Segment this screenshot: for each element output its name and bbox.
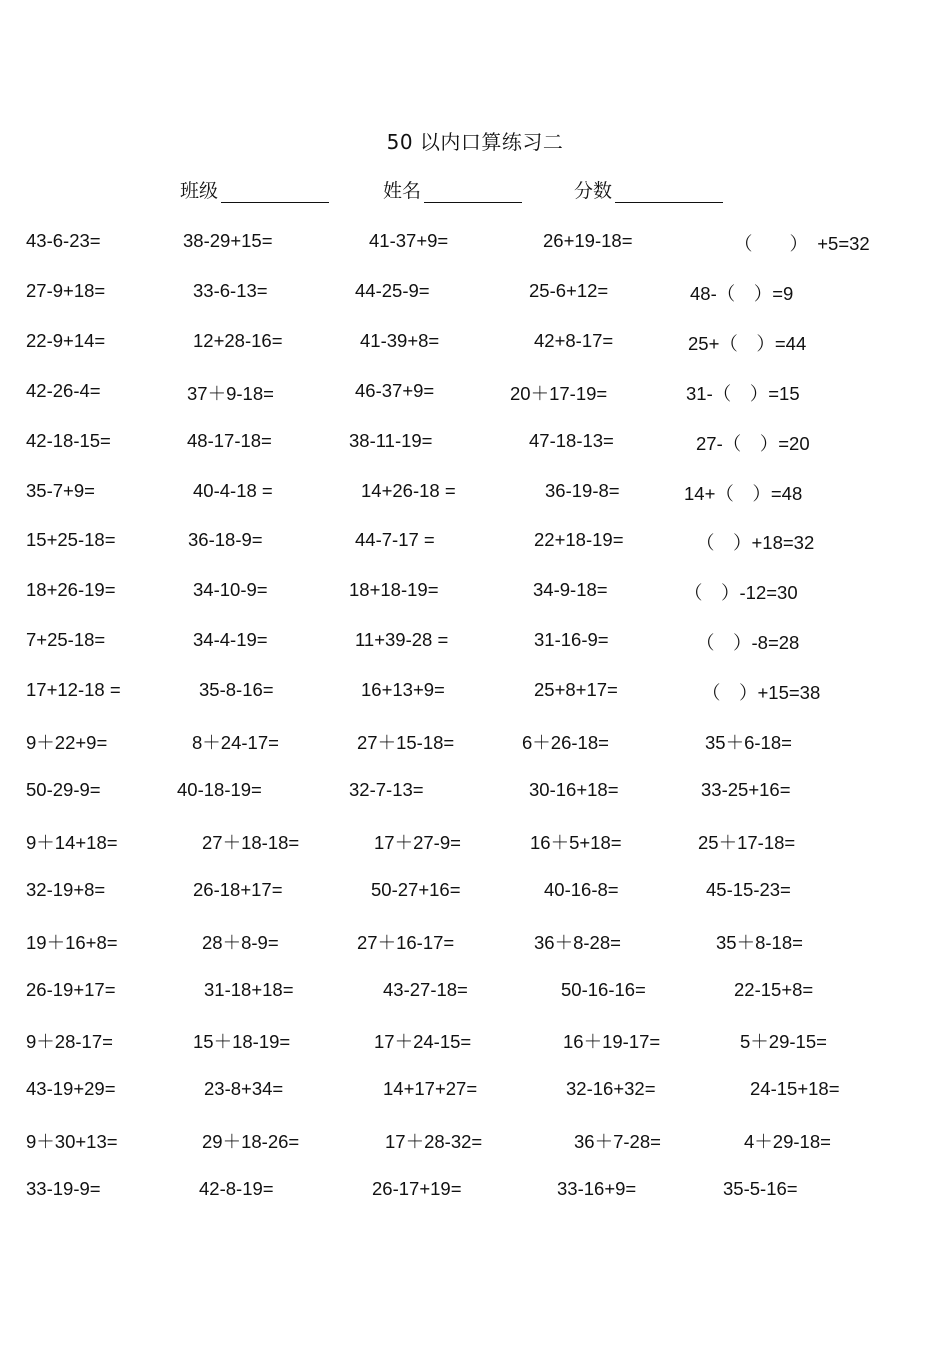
problem-item: 35＋8-18= [716,932,803,953]
worksheet-title: 50 以内口算练习二 [386,130,564,154]
problem-row [0,929,950,955]
problem-item: 42-8-19= [199,1178,274,1199]
problem-item: 48-17-18= [187,430,272,451]
problem-item: 18+18-19= [349,579,439,600]
problem-item: 18+26-19= [26,579,116,600]
problem-item: 32-19+8= [26,879,106,900]
problem-item: 25-6+12= [529,280,609,301]
problem-item: 43-6-23= [26,230,101,251]
problem-item: 15＋18-19= [193,1031,291,1052]
problem-item: 36＋8-28= [534,932,621,953]
problem-item: 16+13+9= [361,679,445,700]
problem-item: 41-39+8= [360,330,440,351]
problem-item: 27-（ ）=20 [696,433,810,454]
problem-item: （ ）+18=32 [696,532,815,553]
problem-item: 11+39-28 = [355,629,449,650]
problem-item: 31-16-9= [534,629,609,650]
problem-item: 38-29+15= [183,230,273,251]
problem-row [0,1078,950,1104]
problem-row [0,1128,950,1154]
problem-item: 45-15-23= [706,879,791,900]
problem-item: 22-9+14= [26,330,106,351]
name-blank[interactable] [424,182,522,203]
problem-item: 7+25-18= [26,629,106,650]
problem-item: （ ）-8=28 [696,632,800,653]
problem-item: （ ） +5=32 [734,233,870,254]
problem-item: 43-19+29= [26,1078,116,1099]
problem-item: 50-16-16= [561,979,646,1000]
problem-item: 27-9+18= [26,280,106,301]
problem-item: 50-27+16= [371,879,461,900]
problem-row [0,979,950,1005]
problem-item: 40-18-19= [177,779,262,800]
problem-item: 9＋22+9= [26,732,108,753]
problem-item: 25＋17-18= [698,832,796,853]
problem-item: 40-4-18 = [193,480,273,501]
problem-item: 12+28-16= [193,330,283,351]
problem-item: 27＋18-18= [202,832,300,853]
problem-item: 16＋19-17= [563,1031,661,1052]
problem-row [0,330,950,356]
problem-item: 17+12-18 = [26,679,121,700]
problem-item: 25+（ ）=44 [688,333,807,354]
problem-row [0,480,950,506]
problem-row [0,230,950,256]
problem-row [0,430,950,456]
problem-item: 30-16+18= [529,779,619,800]
problem-row [0,679,950,705]
problem-row [0,829,950,855]
problem-item: 37＋9-18= [187,383,274,404]
problem-item: 26-17+19= [372,1178,462,1199]
problem-item: 25+8+17= [534,679,618,700]
problem-item: 26-19+17= [26,979,116,1000]
problem-item: 17＋24-15= [374,1031,472,1052]
problem-item: 38-11-19= [349,430,433,451]
score-label: 分数 [574,180,613,202]
problem-item: 14+17+27= [383,1078,478,1099]
problem-row [0,529,950,555]
problem-item: 26-18+17= [193,879,283,900]
problem-item: 14+26-18 = [361,480,456,501]
problem-item: 44-7-17 = [355,529,435,550]
class-blank[interactable] [221,182,329,203]
problem-item: 34-4-19= [193,629,268,650]
problem-item: 35-8-16= [199,679,274,700]
problem-item: 36-18-9= [188,529,263,550]
problem-item: 9＋28-17= [26,1031,113,1052]
problem-row [0,1178,950,1204]
problem-item: 33-6-13= [193,280,268,301]
problem-item: 34-9-18= [533,579,608,600]
problem-item: 17＋28-32= [385,1131,483,1152]
problem-item: 32-16+32= [566,1078,656,1099]
class-field [180,176,329,203]
problem-item: 34-10-9= [193,579,268,600]
problem-row [0,579,950,605]
problem-item: 23-8+34= [204,1078,284,1099]
problem-item: 31-（ ）=15 [686,383,800,404]
problem-item: 33-16+9= [557,1178,637,1199]
name-label: 姓名 [383,180,422,202]
problem-item: 4＋29-18= [744,1131,831,1152]
problem-item: 19＋16+8= [26,932,118,953]
problem-item: 42-26-4= [26,380,101,401]
problem-item: 35-7+9= [26,480,95,501]
problem-row [0,1028,950,1054]
problem-row [0,729,950,755]
score-blank[interactable] [615,182,723,203]
problem-item: 36＋7-28= [574,1131,661,1152]
problem-item: 43-27-18= [383,979,468,1000]
problem-item: 46-37+9= [355,380,435,401]
problem-item: 5＋29-15= [740,1031,827,1052]
problem-item: 26+19-18= [543,230,633,251]
problem-item: 16＋5+18= [530,832,622,853]
problem-item: 27＋15-18= [357,732,455,753]
problem-item: 41-37+9= [369,230,449,251]
problem-item: 44-25-9= [355,280,430,301]
problem-item: 15+25-18= [26,529,116,550]
problem-item: 40-16-8= [544,879,619,900]
problem-item: 35＋6-18= [705,732,792,753]
problem-item: 9＋14+18= [26,832,118,853]
problem-row [0,629,950,655]
problem-item: 31-18+18= [204,979,294,1000]
problem-item: 33-25+16= [701,779,791,800]
problem-row [0,779,950,805]
problem-item: 50-29-9= [26,779,101,800]
problem-item: 8＋24-17= [192,732,279,753]
problem-item: 28＋8-9= [202,932,279,953]
problem-item: 24-15+18= [750,1078,840,1099]
problem-item: （ ）+15=38 [702,682,821,703]
problem-item: 9＋30+13= [26,1131,118,1152]
problem-row [0,380,950,406]
problem-item: 32-7-13= [349,779,424,800]
problem-item: 6＋26-18= [522,732,609,753]
score-field [574,176,723,203]
problem-item: 22-15+8= [734,979,814,1000]
problem-item: 14+（ ）=48 [684,483,803,504]
problem-item: 17＋27-9= [374,832,461,853]
problem-item: 48-（ ）=9 [690,283,794,304]
problem-item: 36-19-8= [545,480,620,501]
problem-item: 33-19-9= [26,1178,101,1199]
name-field [383,176,522,203]
problem-item: 35-5-16= [723,1178,798,1199]
problem-row [0,879,950,905]
problem-item: 47-18-13= [529,430,614,451]
class-label: 班级 [180,180,219,202]
problem-item: 42-18-15= [26,430,111,451]
problem-item: （ ）-12=30 [684,582,798,603]
problem-item: 20＋17-19= [510,383,608,404]
problem-item: 27＋16-17= [357,932,455,953]
problem-row [0,280,950,306]
problem-item: 22+18-19= [534,529,624,550]
problem-item: 42+8-17= [534,330,614,351]
problem-item: 29＋18-26= [202,1131,300,1152]
